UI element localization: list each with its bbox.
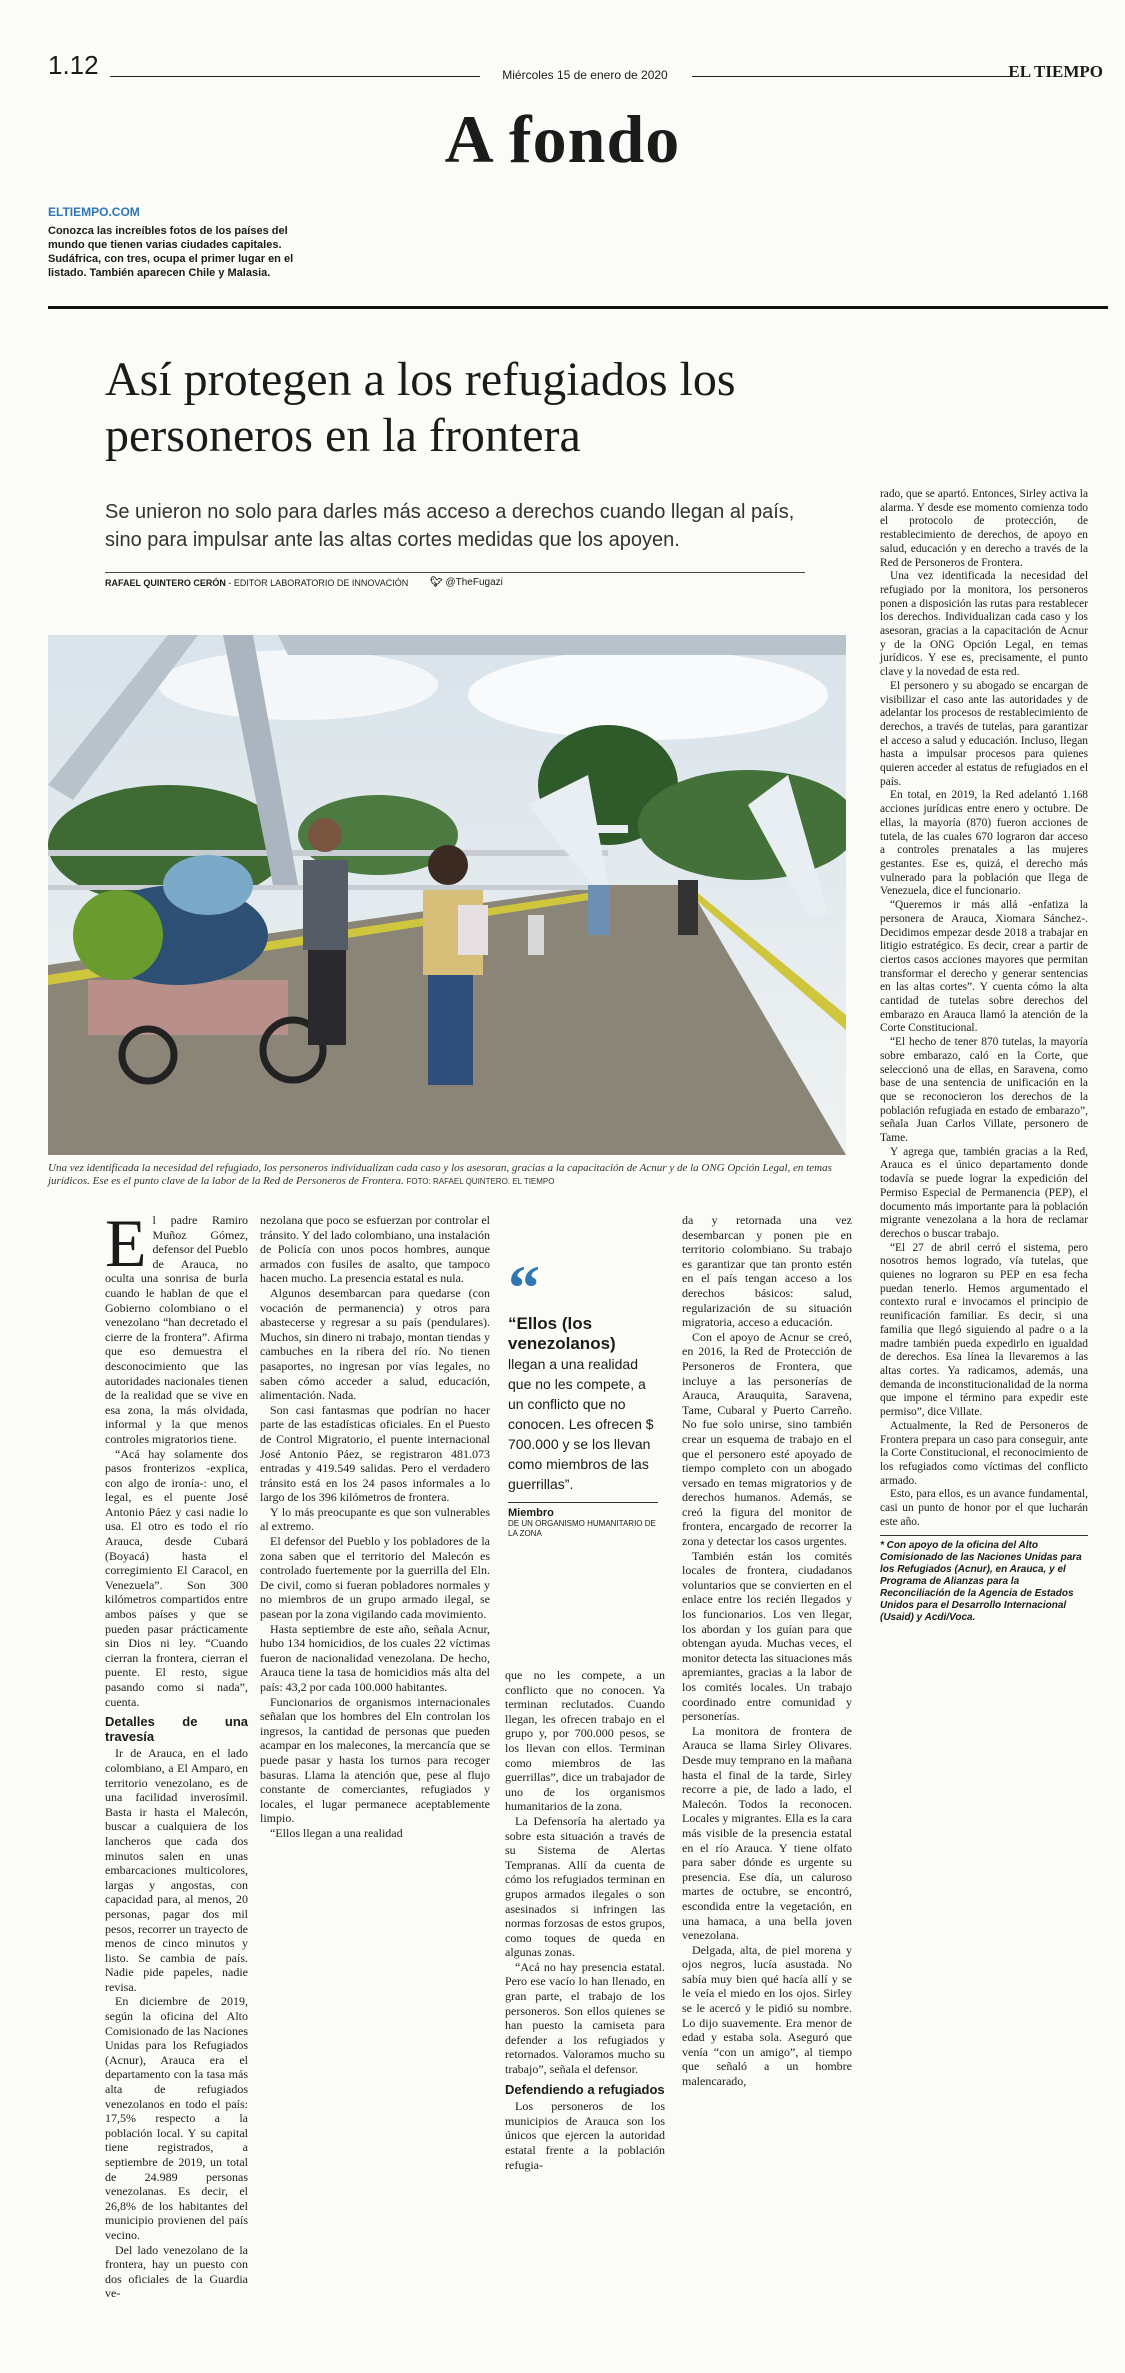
- header-rule-right: [692, 76, 1017, 77]
- header-rule-left: [110, 76, 480, 77]
- photo-credit: FOTO: RAFAEL QUINTERO. EL TIEMPO: [406, 1177, 555, 1186]
- quote-rule: [508, 1502, 658, 1503]
- paragraph: que no les compete, a un conflicto que no conocen. Ya terminan reclutados. Cuando llegan, les ofrecen trabajo en el grupo y, por 700.000 pesos, se los llevan con ellos. Terminan como miembros de las guerrillas”, dice un trabajador de uno de los organismos humanitarios de la zona.: [505, 1668, 665, 1814]
- issue-date: Miércoles 15 de enero de 2020: [502, 68, 668, 82]
- drop-cap: E: [105, 1205, 147, 1281]
- body-column-2: [260, 1213, 490, 1841]
- photo-caption: [48, 1162, 848, 1188]
- paragraph: “Queremos ir más allá -enfatiza la personera de Arauca, Xiomara Sánchez-. Decidimos empezar desde 2018 a trabajar en litigio estratégico. Es decir, crear a partir de ciertos casos acciones mayores que permitan transformar el derecho y generar sentencias en las altas cortes”. Y cuenta cómo la alta cantidad de tutelas sobre derechos del embarazo en Arauca llamó la atención de la Corte Constitucional.: [880, 899, 1088, 1035]
- paragraph: “Acá no hay presencia estatal. Pero ese vacío lo han llenado, en gran parte, el trabajo de los personeros. Son ellos quienes se han puesto la camiseta para defender a los refugiados y retornados. Valoramos mucho su trabajo”, señala el defensor.: [505, 1959, 665, 2077]
- body-column-1: [105, 1205, 248, 2301]
- paragraph: [105, 1205, 248, 1447]
- paragraph: Son casi fantasmas que podrían no hacer parte de las estadísticas oficiales. En el Puesto de Control Migratorio, el puente internacional José Antonio Páez, se registraron 481.073 entradas y 419.549 salidas. Pero el verdadero tránsito está en los 24 pasos informales a lo largo de los 396 kilómetros de frontera.: [260, 1402, 490, 1505]
- subhead: Detalles de una travesía: [105, 1714, 248, 1744]
- paragraph-text: l padre Ramiro Muñoz Gómez, defensor del Pueblo de Arauca, no oculta una sonrisa de burla cuando le hablan de que el Gobierno colombiano o el venezolano “han decretado el cierre de la frontera”. Afirma que eso demuestra el desconocimiento que las autoridades nacionales tienen de la realidad que se vive en esa zona, la más olvidada, informal y la que menos controles migratorios tiene.: [105, 1213, 248, 1446]
- paragraph: “Acá hay solamente dos pasos fronterizos -explica, con algo de ironía-: uno, el legal, es el puente José Antonio Páez y casi nadie lo usa. El otro es todo el río Arauca, desde Cubará (Boyacá) hasta el corregimiento El Caracol, en Venezuela”. Son 300 kilómetros compartidos entre ambos países y que se pueden pasar prácticamente sin Dios ni ley. “Cuando cierran la frontera, cierran el puente. El resto, sigue pasando como si nada”, cuenta.: [105, 1446, 248, 1709]
- byline-role: - EDITOR LABORATORIO DE INNOVACIÓN: [225, 578, 409, 588]
- paragraph: La Defensoría ha alertado ya sobre esta situación a través de su Sistema de Alertas Tempranas. Allí da cuenta de cómo los refugiados terminan en grupos armados ilegales o son asesinados si infringen las normas forzosas de estos grupos, como toques de queda en algunas zonas.: [505, 1813, 665, 1960]
- paragraph: Delgada, alta, de piel morena y ojos negros, lucía asustada. No sabía muy bien qué hacía allí y se le veía el miedo en los ojos. Sirley se le acercó y le pidió su nombre. Lo dijo suavemente. Era menor de edad y estaba sola. Aseguró que venía “con un amigo”, al tiempo que señaló a un hombre malencarado,: [682, 1942, 852, 2089]
- subhead: Defendiendo a refugiados: [505, 2081, 665, 2097]
- paragraph: Ir de Arauca, en el lado colombiano, a El Amparo, en territorio venezolano, es de una facilidad inverosímil. Basta ir hasta el Malecón, buscar a cualquiera de los lancheros que cada dos minutos salen en unas embarcaciones multicolores, largas y angostas, con capacidad para, al menos, 20 personas, pagar dos mil pesos, recorrer un trayecto de menos de cinco minutos y listo. Se cambia de país. Nadie pide papeles, nadie revisa.: [105, 1746, 248, 1994]
- body-column-3: [505, 1668, 665, 2172]
- quote-lead: “Ellos (los venezolanos): [508, 1314, 616, 1353]
- paragraph: rado, que se apartó. Entonces, Sirley activa la alarma. Y desde ese momento comienza todo el protocolo de protección, de restablecimiento de derechos, de apoyo en salud, educación y en derecho a través de la Red de Personeros de Frontera.: [880, 488, 1088, 569]
- byline-rule: [105, 572, 805, 573]
- paragraph: En diciembre de 2019, según la oficina del Alto Comisionado de las Naciones Unidas para los Refugiados (Acnur), Arauca era el departamento con la tasa más alta de refugiados venezolanos en todo el país: 17,5% respecto a la población local. Y su capital tiene registrados, a septiembre de 2019, un total de 24.989 personas venezolanas. Es decir, el 26,8% de los habitantes del municipio provienen del país vecino.: [105, 1994, 248, 2242]
- quote-body: llegan a una realidad que no les compete, a un conflicto que no conocen. Les ofrecen $ 700.000 y se los llevan como miembros de las guerrillas”.: [508, 1356, 654, 1492]
- paragraph: Los personeros de los municipios de Arauca son los únicos que ejercen la autoridad estatal frente a la población refugia-: [505, 2099, 665, 2172]
- body-column-4: [682, 1213, 852, 2089]
- paragraph: “El hecho de tener 870 tutelas, la mayoría sobre embarazo, caló en la Corte, que seleccionó una de ellas, en Saravena, como base de una sentencia de unificación en la que se reconocieron los derechos de la población refugiada en estado de embarazo”, señala Juan Carlos Villate, personero de Tame.: [880, 1036, 1088, 1145]
- paragraph: Del lado venezolano de la frontera, hay un puesto con dos oficiales de la Guardia ve-: [105, 2242, 248, 2301]
- page-number: 1.12: [48, 50, 99, 80]
- byline: [105, 578, 408, 588]
- quote-mark-icon: “: [508, 1252, 540, 1323]
- paragraph: Y lo más preocupante es que son vulnerables al extremo.: [260, 1504, 490, 1534]
- paragraph: Funcionarios de organismos internacionales señalan que los hombres del Eln controlan los ingresos, la cantidad de personas que pueden acampar en los malecones, la mercancía que se puede pasar y hasta los turnos para recoger basuras. Llama la atención que, pese al flujo constante de comerciantes, refugiados y locales, el lugar permanece aceptablemente limpio.: [260, 1694, 490, 1826]
- byline-name: RAFAEL QUINTERO CERÓN: [105, 578, 226, 588]
- promo-source-link[interactable]: ELTIEMPO.COM: [48, 205, 140, 219]
- twitter-handle-text: @TheFugazi: [445, 577, 503, 588]
- newspaper-brand: EL TIEMPO: [1008, 62, 1103, 81]
- paragraph: También están los comités locales de frontera, ciudadanos voluntarios que se convierten en el enlace entre los recién llegados y los funcionarios. Los ven llegar, los abordan y los guían para que obtengan ayuda. Muchas veces, el monitor detecta las situaciones más apremiantes, gracias a la labor de los comités locales. Un trabajo coordinado entre comunidad y personerías.: [682, 1548, 852, 1724]
- paragraph: El personero y su abogado se encargan de visibilizar el caso ante las autoridades y de adelantar los procesos de restablecimiento de derechos, a través de tutelas, para garantizar el acceso a salud y educación. Incluso, llegan hasta a impulsar procesos para quienes quieren acceder al estatus de refugiados en el país.: [880, 679, 1088, 788]
- paragraph: El defensor del Pueblo y los pobladores de la zona saben que el territorio del Malecón es controlado fuertemente por la guerrilla del Eln. De civil, como si fueran pobladores normales y no miembros de un grupo armado ilegal, se pasean por la zona vigilando cada movimiento.: [260, 1534, 490, 1622]
- paragraph: da y retornada una vez desembarcan y ponen pie en territorio colombiano. Su trabajo es garantizar que tan pronto estén en el país tengan acceso a los derechos básicos: salud, regularización de su situación migratoria, acceso a educación.: [682, 1213, 852, 1330]
- paragraph: Esto, para ellos, es un avance fundamental, casi un punto de honor por el que lucharán este año.: [880, 1488, 1088, 1528]
- paragraph: Con el apoyo de Acnur se creó, en 2016, la Red de Protección de Personeros de Frontera, que incluye a las personerías de Arauca, Arauquita, Saravena, Tame, Cubaral y Puerto Carreño. No fue solo unirse, sino también crear un esquema de trabajo en el que el personero esté apoyado de tiempo completo con un abogado versado en temas migratorios y de derechos humanos. Además, se creó la figura del monitor de frontera, encargado de recorrer la zona y detectar los casos urgentes.: [682, 1329, 852, 1549]
- section-title: A fondo: [444, 101, 681, 177]
- paragraph: nezolana que poco se esfuerzan por controlar el tránsito. Y del lado colombiano, una instalación de Policía con unos pocos hombres, aunque armados con fusiles de asalto, que tampoco hacen mucho. La presencia estatal es nula.: [260, 1213, 490, 1286]
- promo-text: Conozca las increíbles fotos de los países del mundo que tienen varias ciudades capitales. Sudáfrica, con tres, ocupa el primer lugar en el listado. También aparecen Chile y Malasia.: [48, 225, 294, 279]
- quote-attribution: Miembro: [508, 1507, 554, 1519]
- paragraph: Una vez identificada la necesidad del refugiado por la monitora, los personeros ponen a disposición las rutas para restablecer los derechos. Individualizan cada caso y los asesoran, gracias a la capacitación de Acnur y de la ONG Opción Legal, en temas jurídicos. Y ese es, precisamente, el punto clave y la novedad de esta red.: [880, 570, 1088, 679]
- article-headline: Así protegen a los refugiados los personeros en la frontera: [105, 353, 736, 462]
- quote-attribution-role: DE UN ORGANISMO HUMANITARIO DE LA ZONA: [508, 1519, 656, 1538]
- pull-quote: [508, 1252, 658, 1539]
- paragraph: “Ellos llegan a una realidad: [270, 1825, 403, 1840]
- paragraph: La monitora de frontera de Arauca se llama Sirley Olivares. Desde muy temprano en la mañana hasta el final de la tarde, Sirley recorre a pie, de lado a lado, el Malecón. Todos la reconocen. Locales y migrantes. Ella es la cara más visible de la presencia estatal en el río Arauca. Y tiene olfato para saber dónde es urgente su presencia. Ese día, un caluroso martes de octubre, se encontró, escondida entre la vegetación, en una hamaca, a una bella joven venezolana.: [682, 1723, 852, 1943]
- bridge-scene-illustration: [48, 635, 846, 1155]
- paragraph: Y agrega que, también gracias a la Red, Arauca es el único departamento donde todavía se puede lograr la expedición del Permiso Especial de Permanencia (PEP), el documento más importante para la población migrante venezolana a la hora de reclamar derechos o buscar trabajo.: [880, 1145, 1088, 1240]
- article-deck: Se unieron no solo para darles más acceso a derechos cuando llegan al país, sino para impulsar ante las altas cortes medidas que los apoyen.: [105, 501, 795, 551]
- main-rule: [48, 306, 1108, 309]
- paragraph: Algunos desembarcan para quedarse (con vocación de permanencia) y otros para abastecerse y regresar a su país (pendulares). Muchos, sin dinero ni trabajo, montan tiendas y cambuches en la ribera del río. No tienen pasaportes, no ingresan por vías legales, no saben cómo acceder a salud, educación, alimentación. Nada.: [260, 1285, 490, 1403]
- article-photo: [48, 635, 846, 1155]
- paragraph: Hasta septiembre de este año, señala Acnur, hubo 134 homicidios, de los cuales 22 víctimas fueron de nacionalidad venezolana. De hecho, Arauca tiene la tasa de homicidios más alta del país: 43,2 por cada 100.000 habitantes.: [260, 1621, 490, 1694]
- twitter-handle[interactable]: [430, 577, 503, 588]
- note-rule: [880, 1535, 1088, 1536]
- paragraph: “El 27 de abril cerró el sistema, pero nosotros hemos logrado, vía tutelas, que quienes no lograron su PEP en esa fecha puedan tenerlo. Hemos argumentado el contexto rural e invocamos el principio de reunificación familiar. Es decir, si una familia que llegó siguiendo al padre o a la madre también pueda expedirlo en igualdad de derechos. Esa línea la llevaremos a las altas cortes. Ya radicamos, además, una demanda de inconstitucionalidad de la norma que impone el término para expedir este permiso”, dice Villate.: [880, 1241, 1088, 1419]
- twitter-icon: 🐦︎: [430, 577, 443, 588]
- footnote: * Con apoyo de la oficina del Alto Comisionado de las Naciones Unidas para los Refugiados (Acnur), en Arauca, y el Programa de Alianzas para la Reconciliación de la Agencia de Estados Unidos para el Desarrollo Internacional (Usaid) y Acdi/Voca.: [880, 1540, 1082, 1624]
- body-column-5: [880, 488, 1088, 1624]
- paragraph: En total, en 2019, la Red adelantó 1.168 acciones jurídicas entre enero y octubre. De ellas, la mayoría (870) fueron acciones de tutela, de las cuales 670 lograron dar acceso a controles prenatales a las mujeres gestantes. Ese es, quizá, el derecho más vulnerado para la población que llega de Venezuela, dice el funcionario.: [880, 789, 1088, 898]
- photo-caption-text: Una vez identificada la necesidad del refugiado, los personeros individualizan cada caso y los asesoran, gracias a la capacitación de Acnur y de la ONG Opción Legal, en temas jurídicos. Ese es el punto clave de la labor de la Red de Personeros de Frontera.: [48, 1162, 832, 1187]
- paragraph: Actualmente, la Red de Personeros de Frontera prepara un caso para conseguir, ante la Corte Constitucional, el reconocimiento de los refugiados como víctimas del conflicto armado.: [880, 1419, 1088, 1487]
